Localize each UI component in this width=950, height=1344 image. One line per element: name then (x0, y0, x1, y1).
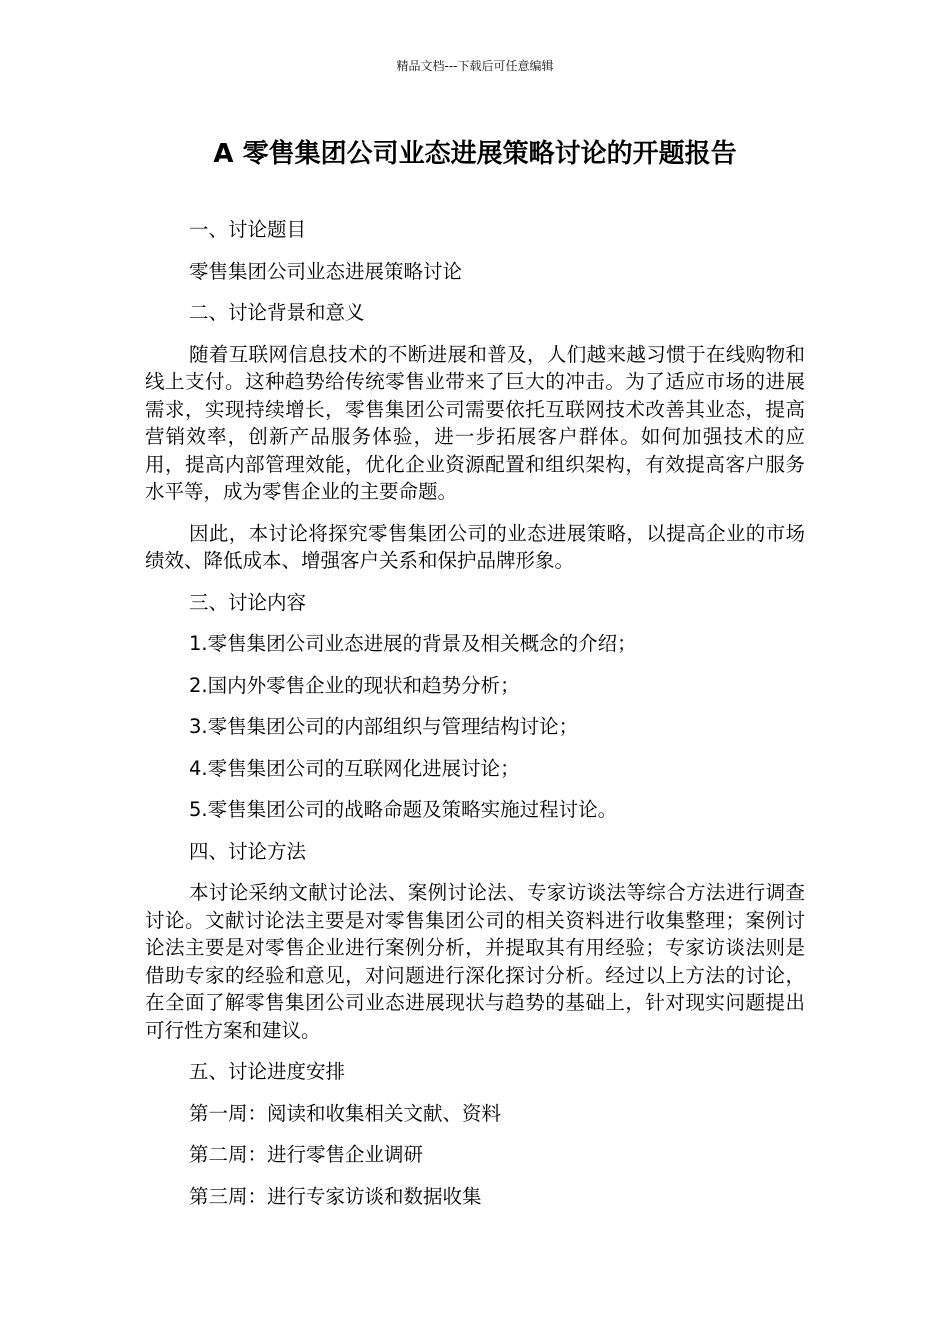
section-heading-schedule: 五、讨论进度安排 (189, 1060, 346, 1083)
document-title: A 零售集团公司业态进展策略讨论的开题报告 (213, 139, 737, 169)
content-item: 3.零售集团公司的内部组织与管理结构讨论； (189, 715, 579, 738)
section-heading-topic: 一、讨论题目 (189, 218, 307, 241)
schedule-item: 第三周：进行专家访谈和数据收集 (189, 1184, 482, 1208)
topic-text: 零售集团公司业态进展策略讨论 (189, 259, 463, 283)
purpose-paragraph: 因此，本讨论将探究零售集团公司的业态进展策略，以提高企业的市场绩效、降低成本、增强客户关系和保护品牌形象。 (145, 521, 805, 572)
section-heading-method: 四、讨论方法 (189, 839, 307, 863)
content-item: 2.国内外零售企业的现状和趋势分析； (189, 673, 520, 697)
content-item: 1.零售集团公司业态进展的背景及相关概念的介绍； (189, 632, 637, 655)
content-item: 4.零售集团公司的互联网化进展讨论； (189, 756, 520, 780)
schedule-item: 第二周：进行零售企业调研 (189, 1143, 424, 1166)
content-item: 5.零售集团公司的战略命题及策略实施过程讨论。 (189, 798, 618, 821)
section-heading-background: 二、讨论背景和意义 (189, 301, 365, 324)
schedule-item: 第一周：阅读和收集相关文献、资料 (189, 1101, 502, 1125)
section-heading-content: 三、讨论内容 (189, 590, 307, 614)
header-note: 精品文档---下载后可任意编辑 (396, 59, 554, 73)
document-body (145, 216, 805, 1224)
background-paragraph: 随着互联网信息技术的不断进展和普及，人们越来越习惯于在线购物和线上支付。这种趋势给传统零售业带来了巨大的冲击。为了适应市场的进展需求，实现持续增长，零售集团公司需要依托互联网技术改善其业态，提高营销效率，创新产品服务体验，进一步拓展客户群体。如何加强技术的应用，提高内部管理效能，优化企业资源配置和组织架构，有效提高客户服务水平等，成为零售企业的主要命题。 (145, 342, 805, 503)
method-paragraph: 本讨论采纳文献讨论法、案例讨论法、专家访谈法等综合方法进行调查讨论。文献讨论法主要是对零售集团公司的相关资料进行收集整理；案例讨论法主要是对零售企业进行案例分析，并提取其有用经验；专家访谈法则是借助专家的经验和意见，对问题进行深化探讨分析。经过以上方法的讨论，在全面了解零售集团公司业态进展现状与趋势的基础上，针对现实问题提出可行性方案和建议。 (145, 881, 805, 1042)
